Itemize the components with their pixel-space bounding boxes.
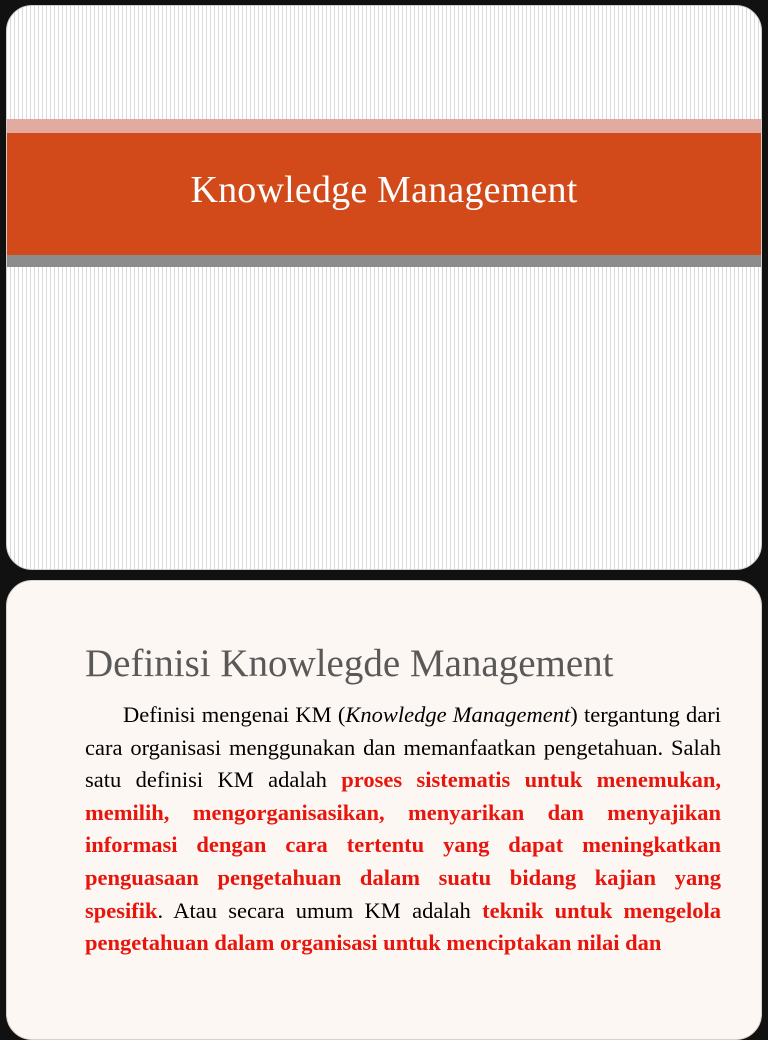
title-band-bottom-stripe — [7, 255, 761, 267]
body-text-3: . Atau secara umum KM adalah — [157, 897, 483, 923]
body-text-italic: Knowledge Management — [345, 702, 571, 727]
definition-paragraph — [85, 699, 721, 960]
slide-title: Knowledge Management — [190, 169, 578, 211]
definition-slide — [6, 580, 762, 1040]
highlight-definition-1: proses sistematis untuk menemukan, memilih, mengorganisasikan, menyarikan dan menyajikan informasi dengan cara tertentu yang dapat meningkatkan penguasaan pengetahuan dalam suatu bidang kajian yang spesifik — [85, 767, 722, 923]
title-band — [7, 133, 761, 255]
title-band-top-stripe — [7, 119, 761, 133]
body-text-2: ) tergantung dari cara organisasi menggunakan dan memanfaatkan pengetahuan. Salah satu definisi KM adalah — [85, 702, 721, 793]
title-slide — [6, 5, 762, 570]
definition-heading: Definisi Knowlegde Management — [85, 642, 614, 685]
body-text-1: Definisi mengenai KM ( — [123, 702, 346, 727]
highlight-definition-2: teknik untuk mengelola pengetahuan dalam organisasi untuk menciptakan nilai dan — [85, 897, 721, 956]
